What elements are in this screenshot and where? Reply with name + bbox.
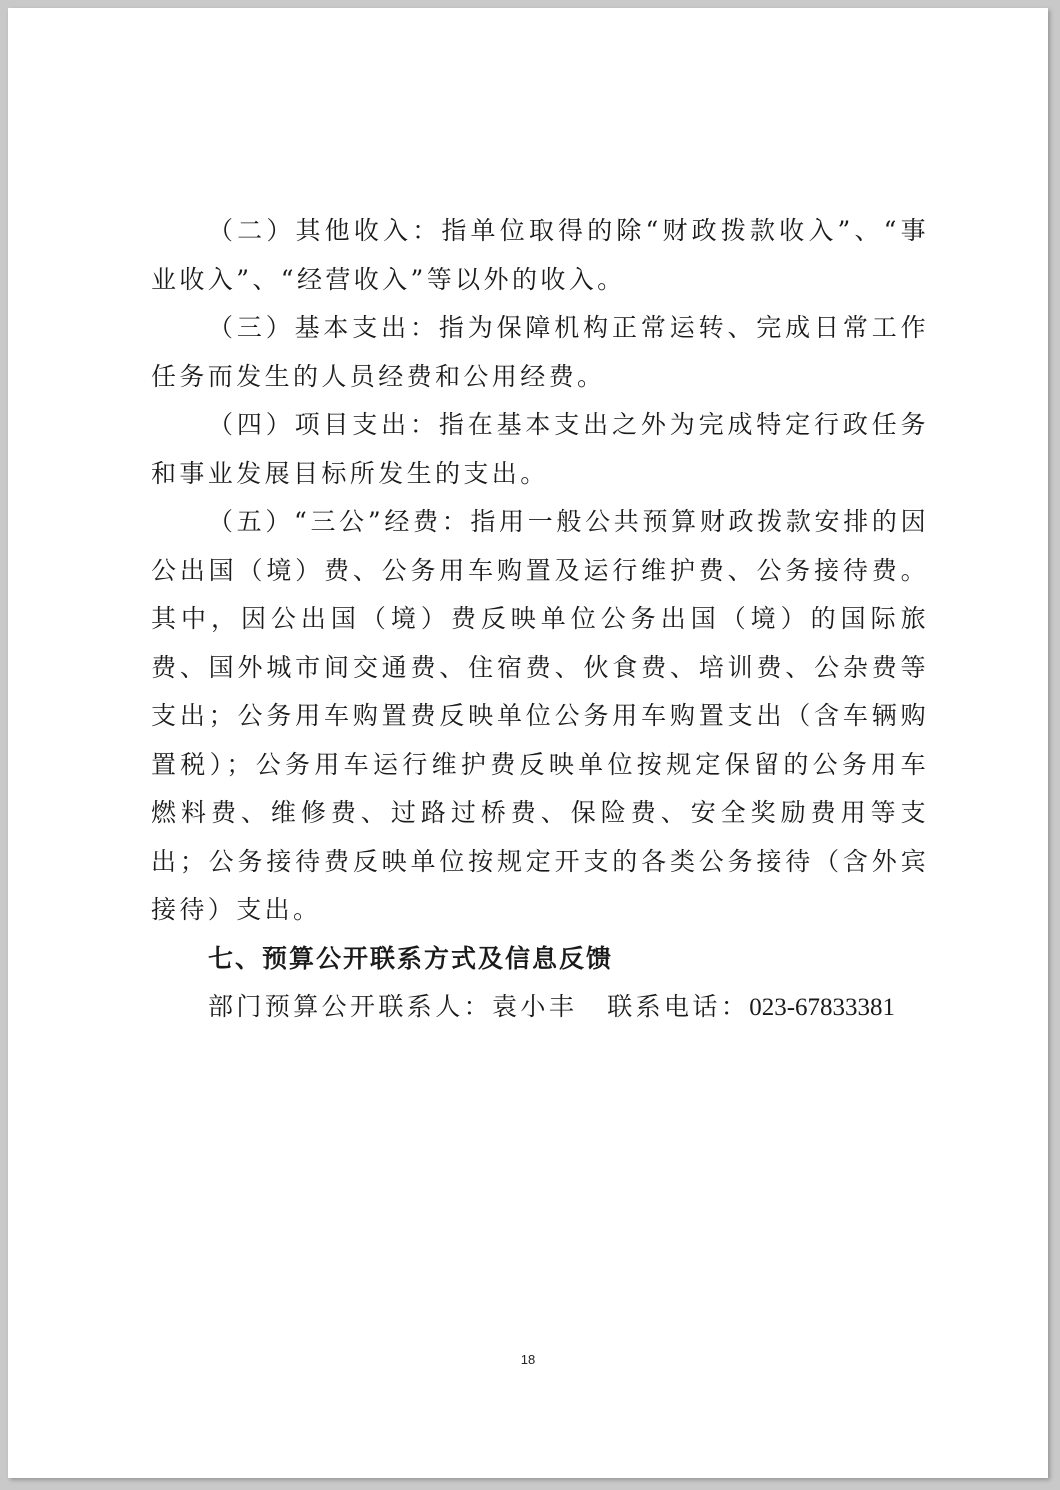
section-heading: 七、预算公开联系方式及信息反馈 bbox=[208, 943, 614, 973]
contact-line bbox=[151, 983, 929, 1033]
paragraph-other-income: （二）其他收入：指单位取得的除“财政拨款收入”、“事业收入”、“经营收入”等以外的收入。 bbox=[151, 216, 929, 294]
contact-person-name: 袁小丰 bbox=[492, 992, 578, 1021]
contact-phone-label: 联系电话： bbox=[607, 992, 750, 1021]
contact-phone-number: 023-67833381 bbox=[749, 994, 896, 1021]
page-content bbox=[151, 207, 929, 1033]
document-page bbox=[8, 8, 1048, 1478]
paragraph-project-expenditure: （四）项目支出：指在基本支出之外为完成特定行政任务和事业发展目标所发生的支出。 bbox=[151, 410, 929, 488]
paragraph-three-public-expenses: （五）“三公”经费：指用一般公共预算财政拨款安排的因公出国（境）费、公务用车购置及运行维护费、公务接待费。其中，因公出国（境）费反映单位公务出国（境）的国际旅费、国外城市间交通费、住宿费、伙食费、培训费、公杂费等支出；公务用车购置费反映单位公务用车购置支出（含车辆购置税）；公务用车运行维护费反映单位按规定保留的公务用车燃料费、维修费、过路过桥费、保险费、安全奖励费用等支出；公务接待费反映单位按规定开支的各类公务接待（含外宾接待）支出。 bbox=[151, 507, 929, 924]
page-number: 18 bbox=[520, 1352, 536, 1367]
paragraph-basic-expenditure: （三）基本支出：指为保障机构正常运转、完成日常工作任务而发生的人员经费和公用经费。 bbox=[151, 313, 929, 391]
contact-person-label: 部门预算公开联系人： bbox=[208, 992, 493, 1021]
